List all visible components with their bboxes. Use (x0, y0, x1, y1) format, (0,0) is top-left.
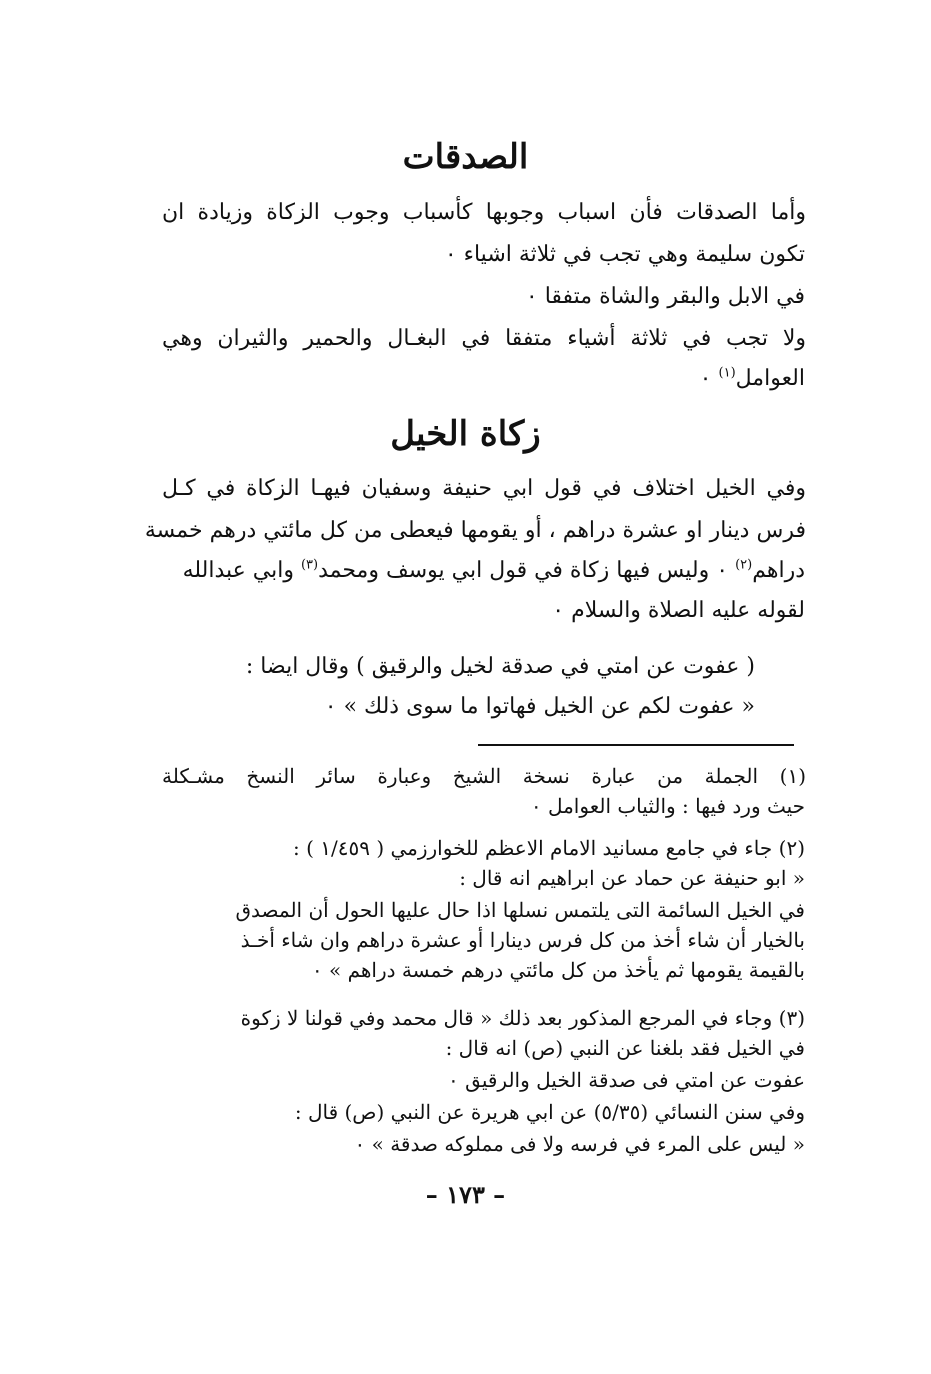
footnote-line: حيث ورد فيها : والثياب العوامل ٠ (530, 794, 805, 818)
footnote-divider (478, 744, 794, 746)
paragraph-line: لقوله عليه الصلاة والسلام ٠ (552, 598, 805, 623)
heading-zakat-al-khayl: زكاة الخيل (390, 414, 541, 454)
paragraph-line: فرس دينار او عشرة دراهم ، أو يقومها فيعطى من كل مائتي درهم خمسة (144, 518, 806, 543)
footnote-line: (١) الجملة من عبارة نسخة الشيخ وعبارة سائر النسخ مشـكلة (162, 764, 806, 788)
footnote-line: في الخيل السائمة التى يلتمس نسلها اذا حال عليها الحول أن المصدق (235, 898, 805, 922)
hadith-quote: ( عفوت عن امتي في صدقة لخيل والرقيق ) وقال ايضا : (245, 654, 755, 679)
footnote-line: في الخيل فقد بلغنا عن النبي (ص) انه قال : (445, 1036, 805, 1060)
paragraph-line: وأما الصدقات فأن اسباب وجوبها كأسباب وجوب الزكاة وزيادة ان (162, 200, 806, 225)
footnote-ref: (٣) (300, 557, 319, 573)
paragraph-line: وفي الخيل اختلاف في قول ابي حنيفة وسفيان فيهـا الزكاة في كـل (162, 476, 806, 501)
footnote-line: « ابو حنيفة عن حماد عن ابراهيم انه قال : (459, 866, 805, 890)
footnote-ref: (١) (718, 365, 736, 381)
footnote-line: (٣) وجاء في المرجع المذكور بعد ذلك « قال محمد وفي قولنا لا زكوة (240, 1006, 805, 1030)
paragraph-line: ولا تجب في ثلاثة أشياء متفقا في البغـال والحمير والثيران وهي (162, 326, 806, 351)
line-text: دراهم (752, 558, 805, 583)
line-text: ٠ (699, 366, 719, 391)
paragraph-line: في الابل والبقر والشاة متفقا ٠ (525, 284, 805, 309)
line-text: ٠ وليس فيها زكاة في قول ابي يوسف ومحمد (318, 558, 736, 583)
footnote-line: وفي سنن النسائي (٥/٣٥) عن ابي هريرة عن النبي (ص) قال : (294, 1100, 805, 1124)
hadith-quote: « عفوت لكم عن الخيل فهاتوا ما سوى ذلك » ٠ (324, 694, 755, 719)
footnote-line: « ليس على المرء في فرسه ولا فى مملوكه صدقة » ٠ (354, 1132, 805, 1156)
footnote-line: بالقيمة يقومها ثم يأخذ من كل مائتي درهم خمسة دراهم » ٠ (311, 958, 805, 982)
line-text: وابي عبدالله (182, 558, 301, 583)
footnote-ref: (٢) (735, 557, 753, 573)
footnote-line: عفوت عن امتي فى صدقة الخيل والرقيق ٠ (448, 1068, 805, 1092)
paragraph-line: تكون سليمة وهي تجب في ثلاثة اشياء ٠ (444, 242, 805, 267)
heading-sadaqat: الصدقات (402, 137, 529, 177)
line-text: العوامل (735, 366, 805, 391)
page-number: – ١٧٣ – (425, 1180, 506, 1209)
footnote-line: بالخيار أن شاء أخذ من كل فرس دينارا أو عشرة دراهم وان شاء أخـذ (240, 928, 805, 952)
paragraph-line (183, 556, 805, 586)
paragraph-line (700, 364, 805, 394)
footnote-line: (٢) جاء في جامع مسانيد الامام الاعظم للخوارزمي ( ١/٤٥٩ ) : (292, 836, 805, 860)
